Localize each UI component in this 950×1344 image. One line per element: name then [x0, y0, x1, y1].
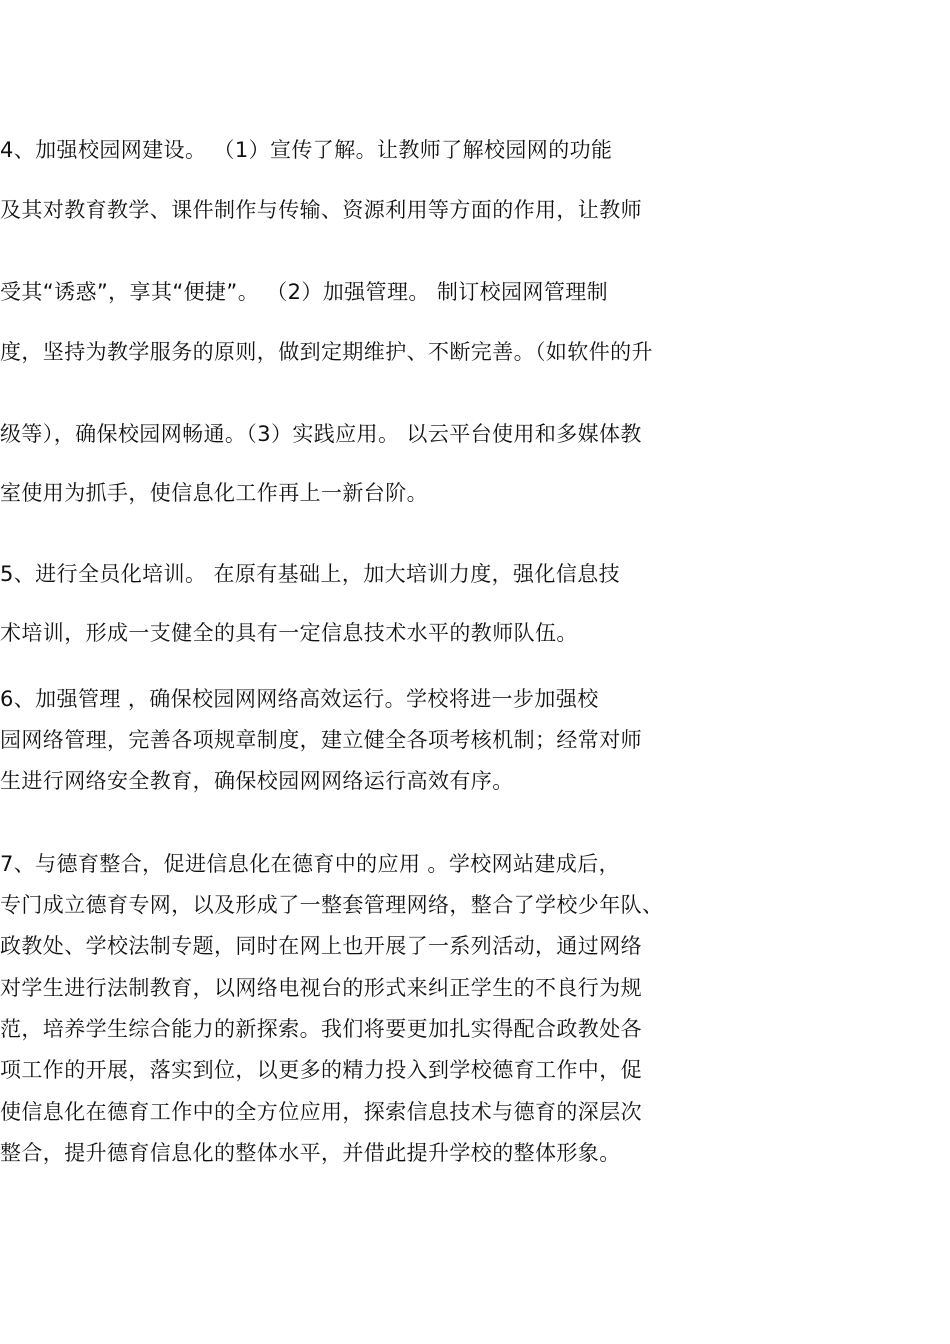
- text-line: 政教处、学校法制专题，同时在网上也开展了一系列活动，通过网络: [0, 934, 642, 958]
- text-line: 园网络管理，完善各项规章制度，建立健全各项考核机制；经常对师: [0, 728, 642, 752]
- text-line: 生进行网络安全教育，确保校园网网络运行高效有序。: [0, 769, 514, 793]
- text-line: 受其“诱惑”，享其“便捷”。 （2）加强管理。 制订校园网管理制: [0, 280, 609, 304]
- text-line: 室使用为抓手，使信息化工作再上一新台阶。: [0, 481, 428, 505]
- text-line: 级等），确保校园网畅通。（3）实践应用。 以云平台使用和多媒体教: [0, 422, 642, 446]
- text-line: 4、加强校园网建设。 （1）宣传了解。让教师了解校园网的功能: [0, 138, 613, 162]
- text-line: 术培训，形成一支健全的具有一定信息技术水平的教师队伍。: [0, 621, 578, 645]
- text-line: 项工作的开展，落实到位，以更多的精力投入到学校德育工作中，促: [0, 1058, 642, 1082]
- text-line: 使信息化在德育工作中的全方位应用，探索信息技术与德育的深层次: [0, 1100, 642, 1124]
- text-line: 整合，提升德育信息化的整体水平，并借此提升学校的整体形象。: [0, 1141, 621, 1165]
- text-line: 专门成立德育专网，以及形成了一整套管理网络，整合了学校少年队、: [0, 893, 664, 917]
- text-line: 5、进行全员化培训。 在原有基础上，加大培训力度，强化信息技: [0, 562, 621, 586]
- text-line: 对学生进行法制教育，以网络电视台的形式来纠正学生的不良行为规: [0, 976, 642, 1000]
- text-line: 6、加强管理 ，确保校园网网络高效运行。学校将进一步加强校: [0, 687, 599, 711]
- text-line: 及其对教育教学、课件制作与传输、资源利用等方面的作用，让教师: [0, 198, 642, 222]
- text-line: 度，坚持为教学服务的原则，做到定期维护、不断完善。（如软件的升: [0, 340, 653, 364]
- text-line: 7、与德育整合，促进信息化在德育中的应用 。学校网站建成后，: [0, 852, 621, 876]
- text-line: 范，培养学生综合能力的新探索。我们将要更加扎实得配合政教处各: [0, 1017, 642, 1041]
